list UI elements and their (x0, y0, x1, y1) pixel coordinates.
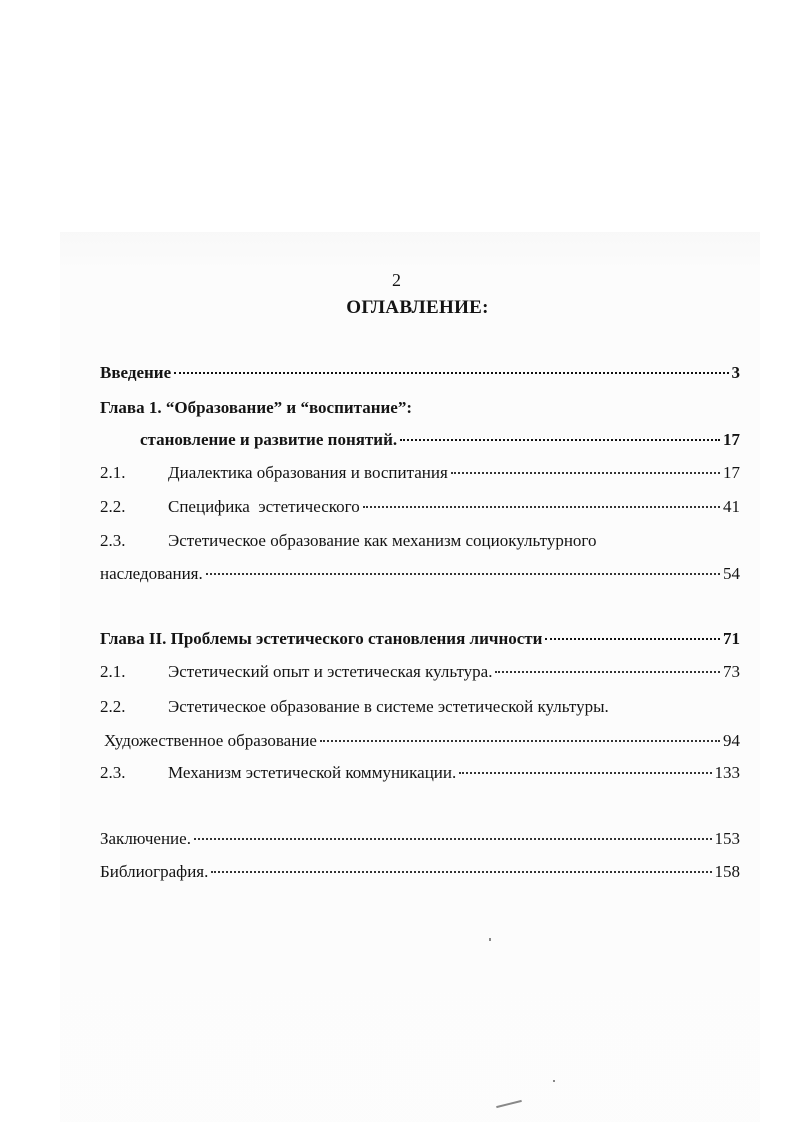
toc-entry-intro (100, 363, 740, 387)
dot-leader (174, 372, 728, 374)
toc-title: Глава II. Проблемы эстетического становления личности (100, 629, 543, 648)
section-number: 2.1. (100, 463, 126, 482)
dot-leader (400, 439, 720, 441)
dot-leader (206, 573, 720, 575)
toc-page: 153 (714, 829, 740, 848)
toc-title: Эстетическое образование в системе эстетической культуры. (168, 697, 609, 716)
toc-page: 54 (723, 564, 740, 583)
toc-title: Эстетический опыт и эстетическая культура. (168, 662, 493, 681)
toc-page: 3 (731, 363, 740, 382)
toc-title: наследования. (100, 564, 203, 583)
toc-entry-1-1 (100, 463, 740, 487)
toc-page: 133 (714, 763, 740, 782)
toc-entry-1-3 (100, 531, 740, 555)
toc-title: Специфика эстетического (168, 497, 360, 516)
toc-entry-chapter1 (140, 430, 740, 454)
toc-title: Механизм эстетической коммуникации. (168, 763, 457, 782)
page-number: 2 (392, 270, 401, 290)
toc-entry-chapter2 (100, 629, 740, 653)
dot-leader (545, 638, 720, 640)
section-number: 2.2. (100, 697, 126, 716)
toc-entry-1-3-cont (100, 564, 740, 588)
section-number: 2.2. (100, 497, 126, 516)
toc-entry-bibliography (100, 862, 740, 886)
toc-page: 41 (723, 497, 740, 516)
page-title: ОГЛАВЛЕНИЕ: (346, 297, 489, 318)
toc-page: 17 (723, 463, 740, 482)
toc-page: 71 (723, 629, 740, 648)
toc-entry-1-2 (100, 497, 740, 521)
toc-title: Диалектика образования и воспитания (168, 463, 448, 482)
dot-leader (211, 871, 711, 873)
dot-leader (495, 671, 720, 673)
scan-speck (489, 938, 491, 941)
chapter1-heading: Глава 1. “Образование” и “воспитание”: (100, 398, 413, 417)
toc-title: Эстетическое образование как механизм социокультурного (168, 531, 597, 550)
toc-title: становление и развитие понятий. (140, 430, 398, 449)
toc-page: 94 (723, 731, 740, 750)
toc-entry-2-3 (100, 763, 740, 787)
section-number: 2.1. (100, 662, 126, 681)
toc-entry-2-2 (100, 697, 740, 721)
scan-speck (553, 1080, 555, 1082)
dot-leader (363, 506, 720, 508)
dot-leader (451, 472, 720, 474)
toc-entry-2-2-cont (104, 731, 740, 755)
dot-leader (459, 772, 711, 774)
toc-title: Введение (100, 363, 172, 382)
toc-entry-2-1 (100, 662, 740, 686)
toc-page: 17 (723, 430, 740, 449)
dot-leader (194, 838, 712, 840)
toc-title: Библиография. (100, 862, 209, 881)
section-number: 2.3. (100, 531, 126, 550)
dot-leader (320, 740, 720, 742)
section-number: 2.3. (100, 763, 126, 782)
toc-title: Заключение. (100, 829, 191, 848)
toc-entry-conclusion (100, 829, 740, 853)
toc-title: Художественное образование (104, 731, 317, 750)
toc-page: 158 (714, 862, 740, 881)
toc-page: 73 (723, 662, 740, 681)
